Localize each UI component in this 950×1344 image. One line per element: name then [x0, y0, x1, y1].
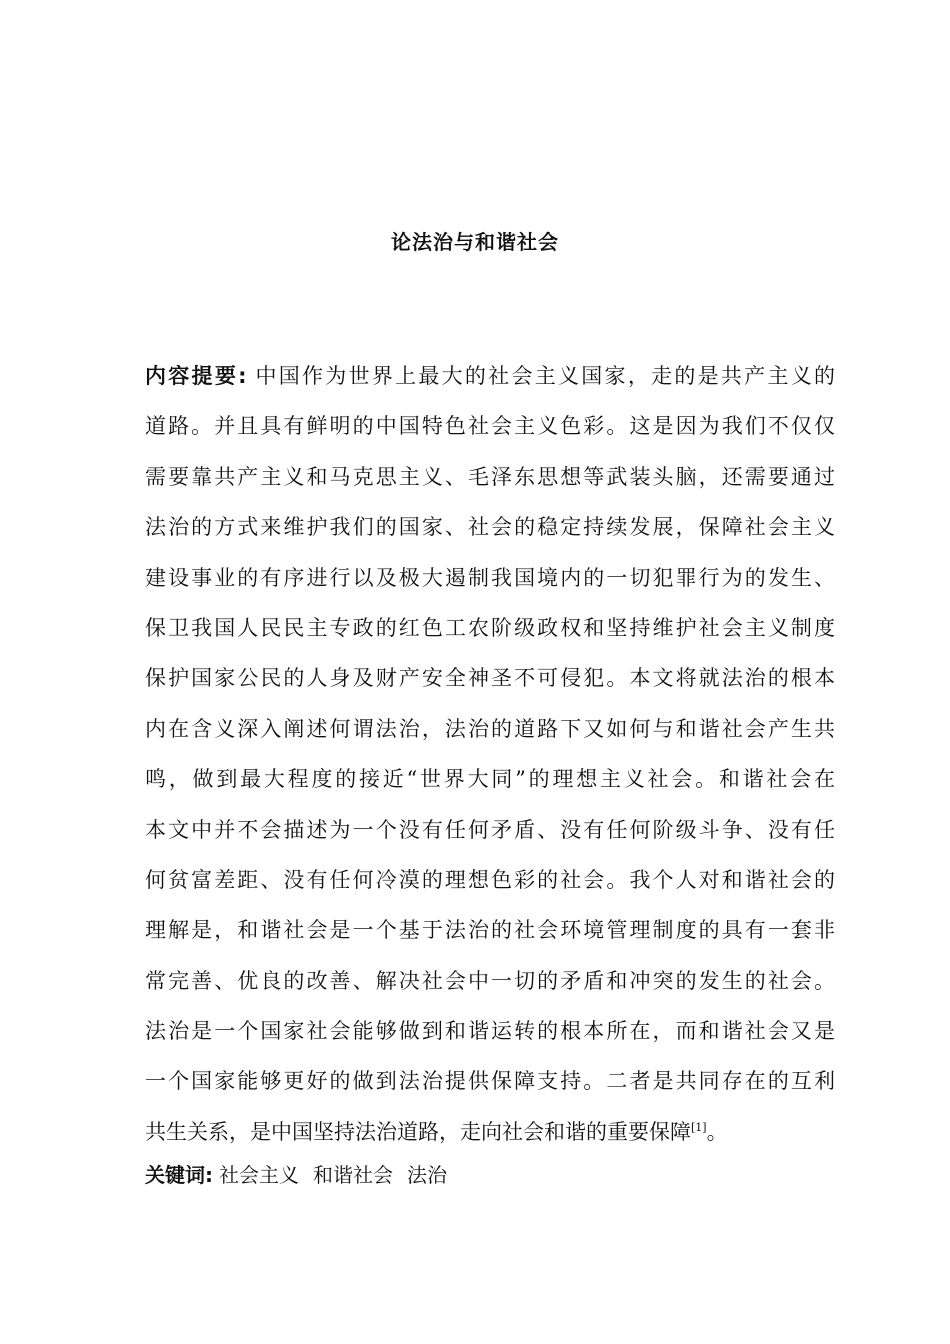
abstract-line — [145, 1115, 835, 1165]
abstract-line: 常完善、优良的改善、解决社会中一切的矛盾和冲突的发生的社会。 — [145, 968, 835, 993]
document-title: 论法治与和谐社会 — [391, 230, 559, 254]
abstract-section — [145, 359, 835, 1165]
abstract-line: 一个国家能够更好的做到法治提供保障支持。二者是共同存在的互利 — [145, 1069, 835, 1094]
abstract-line: 保卫我国人民民主专政的红色工农阶级政权和坚持维护社会主义制度 — [145, 615, 835, 640]
abstract-line: 需要靠共产主义和马克思主义、毛泽东思想等武装头脑，还需要通过 — [145, 464, 835, 489]
keyword: 和谐社会 — [313, 1163, 393, 1187]
abstract-line-text: 共生关系，是中国坚持法治道路，走向社会和谐的重要保障 — [145, 1119, 691, 1144]
sentence-end: 。 — [706, 1119, 728, 1144]
abstract-line: 法治的方式来维护我们的国家、社会的稳定持续发展，保障社会主义 — [145, 515, 835, 540]
keywords-section — [145, 1160, 447, 1190]
keyword: 社会主义 — [219, 1163, 299, 1187]
keyword: 法治 — [407, 1163, 447, 1187]
abstract-line: 何贫富差距、没有任何冷漠的理想色彩的社会。我个人对和谐社会的 — [145, 867, 835, 892]
abstract-line-text: 中国作为世界上最大的社会主义国家，走的是共产主义的 — [255, 364, 835, 388]
citation-reference[interactable]: [1] — [691, 1120, 707, 1134]
abstract-line: 保护国家公民的人身及财产安全神圣不可侵犯。本文将就法治的根本 — [145, 666, 835, 691]
keywords-label: 关键词: — [145, 1163, 213, 1187]
abstract-line: 鸣，做到最大程度的接近“世界大同”的理想主义社会。和谐社会在 — [145, 767, 835, 792]
abstract-line: 道路。并且具有鲜明的中国特色社会主义色彩。这是因为我们不仅仅 — [145, 414, 835, 439]
abstract-line: 理解是，和谐社会是一个基于法治的社会环境管理制度的具有一套非 — [145, 918, 835, 943]
abstract-line: 内在含义深入阐述何谓法治，法治的道路下又如何与和谐社会产生共 — [145, 716, 835, 741]
abstract-line: 建设事业的有序进行以及极大遏制我国境内的一切犯罪行为的发生、 — [145, 565, 835, 590]
abstract-line: 法治是一个国家社会能够做到和谐运转的根本所在，而和谐社会又是 — [145, 1019, 835, 1044]
abstract-line — [145, 359, 835, 409]
abstract-line: 本文中并不会描述为一个没有任何矛盾、没有任何阶级斗争、没有任 — [145, 817, 835, 842]
abstract-label: 内容提要 — [145, 364, 239, 388]
abstract-label-colon: : — [238, 364, 247, 388]
